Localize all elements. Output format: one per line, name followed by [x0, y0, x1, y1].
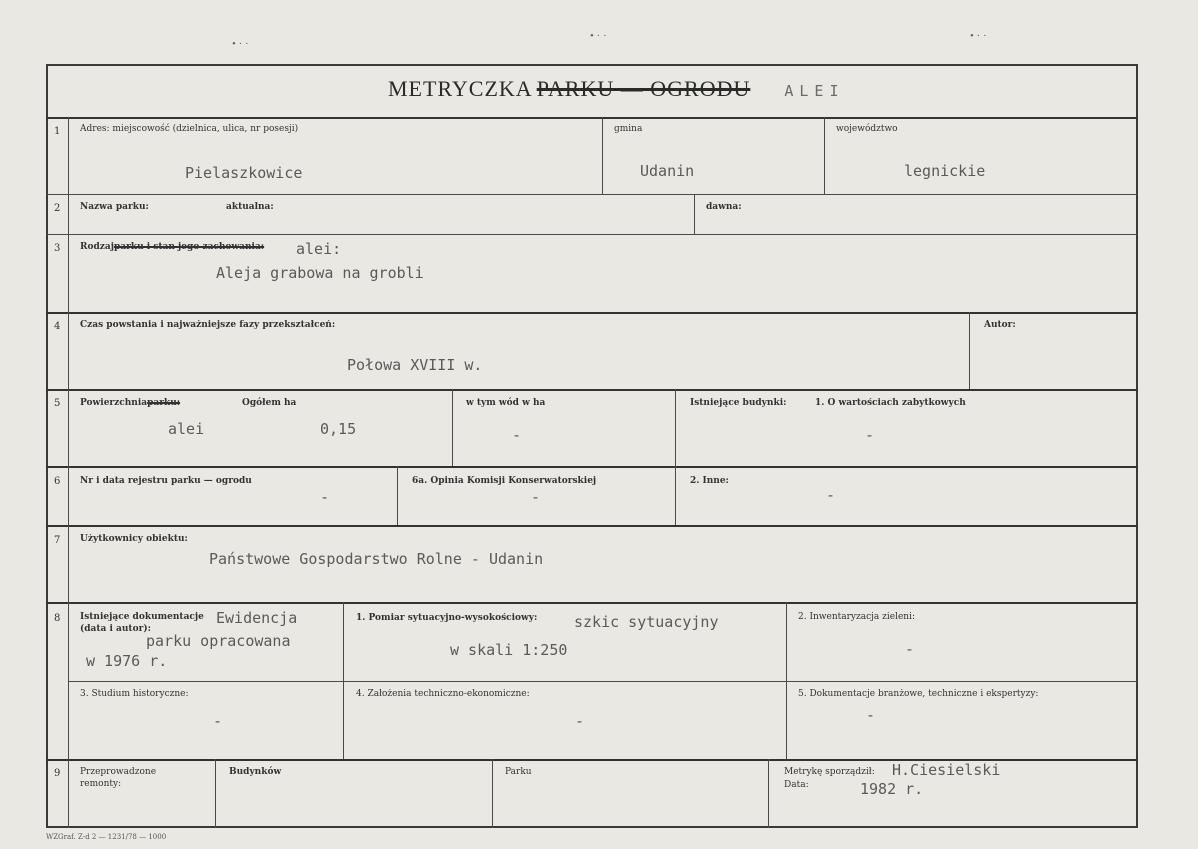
row-number: 2: [54, 203, 61, 214]
row-number: 8: [54, 613, 61, 624]
technical-economic-label: 4. Założenia techniczno-ekonomiczne:: [356, 689, 530, 699]
existing-buildings-label: Istniejące budynki:: [690, 398, 787, 408]
monument-value: -: [865, 426, 875, 444]
paper-mark: • · ·: [970, 30, 987, 42]
voivodeship-label: województwo: [836, 124, 898, 134]
row-number: 7: [54, 535, 61, 546]
row-divider: [46, 602, 1138, 604]
area-type-value: alei: [168, 420, 205, 438]
title-typed: ALEI: [784, 82, 845, 100]
number-column-divider: [68, 117, 69, 828]
area-label: Powierzchniaparku:: [80, 398, 181, 408]
park-repairs-label: Parku: [505, 767, 532, 777]
technical-economic-value: -: [575, 712, 585, 730]
users-value: Państwowe Gospodarstwo Rolne - Udanin: [209, 550, 544, 568]
cell-divider: [602, 117, 603, 194]
form-title: [388, 76, 844, 102]
former-name-label: dawna:: [706, 202, 742, 212]
gmina-label: gmina: [614, 124, 643, 134]
survey-label: 1. Pomiar sytuacyjno-wysokościowy:: [356, 613, 538, 623]
repairs-label-sub: remonty:: [80, 779, 122, 789]
paper-mark: • · ·: [232, 38, 249, 50]
documentation-value: w 1976 r.: [86, 652, 168, 670]
type-value: Aleja grabowa na grobli: [216, 264, 424, 282]
row-number: 3: [54, 243, 61, 254]
row-divider: [46, 117, 1138, 119]
repairs-label: Przeprowadzone: [80, 767, 157, 777]
users-label: Użytkownicy obiektu:: [80, 534, 188, 544]
prepared-by-value: H.Ciesielski: [892, 761, 1001, 779]
survey-value: w skali 1:250: [450, 641, 568, 659]
address-label: Adres: miejscowość (dzielnica, ulica, nr posesji): [80, 124, 299, 134]
monument-value-label: 1. O wartościach zabytkowych: [815, 398, 966, 408]
green-inventory-value: -: [905, 640, 915, 658]
row-divider: [46, 312, 1138, 314]
cell-divider: [397, 466, 398, 525]
type-value-heading: alei:: [296, 240, 342, 258]
row-divider: [46, 194, 1138, 195]
cell-divider: [675, 466, 676, 525]
cell-divider: [492, 759, 493, 828]
water-area-value: -: [512, 426, 522, 444]
survey-value: szkic sytuacyjny: [574, 613, 719, 631]
title-main: METRYCZKA: [388, 76, 533, 101]
branch-documentation-label: 5. Dokumentacje branżowe, techniczne i ekspertyzy:: [798, 689, 1039, 699]
park-name-label: Nazwa parku:: [80, 202, 149, 212]
cell-divider: [215, 759, 216, 828]
documentation-value: Ewidencja: [216, 609, 298, 627]
documentation-label-sub: (data i autor):: [80, 624, 151, 634]
creation-time-label: Czas powstania i najważniejsze fazy przekształceń:: [80, 320, 336, 330]
cell-divider: [768, 759, 769, 828]
row-divider: [46, 234, 1138, 235]
author-label: Autor:: [984, 320, 1016, 330]
row-number: 1: [54, 126, 61, 137]
register-value: -: [320, 488, 330, 506]
title-struck: PARKU — OGRODU: [536, 76, 751, 101]
row-number: 4: [54, 321, 61, 332]
date-label: Data:: [784, 780, 809, 790]
row-divider: [46, 525, 1138, 527]
date-value: 1982 r.: [860, 780, 924, 798]
cell-divider: [969, 312, 970, 389]
water-area-label: w tym wód w ha: [466, 398, 546, 408]
current-name-label: aktualna:: [226, 202, 274, 212]
buildings-repairs-label: Budynków: [229, 767, 282, 777]
cell-divider: [675, 389, 676, 466]
row-divider: [68, 681, 1138, 682]
address-value: Pielaszkowice: [185, 164, 303, 182]
historical-study-label: 3. Studium historyczne:: [80, 689, 189, 699]
cell-divider: [343, 602, 344, 759]
cell-divider: [786, 602, 787, 759]
other-label: 2. Inne:: [690, 476, 729, 486]
prepared-by-label: Metrykę sporządził:: [784, 767, 875, 777]
row-number: 5: [54, 398, 61, 409]
other-value: -: [826, 486, 836, 504]
historical-study-value: -: [213, 712, 223, 730]
total-area-value: 0,15: [320, 420, 357, 438]
row-divider: [46, 466, 1138, 468]
commission-opinion-label: 6a. Opinia Komisji Konserwatorskiej: [412, 476, 597, 486]
voivodeship-value: legnickie: [904, 162, 986, 180]
cell-divider: [452, 389, 453, 466]
print-code: WZGraf. Z-d 2 — 1231/78 — 1000: [46, 833, 167, 841]
branch-documentation-value: -: [866, 706, 876, 724]
documentation-label: Istniejące dokumentacje: [80, 612, 204, 622]
green-inventory-label: 2. Inwentaryzacja zieleni:: [798, 612, 916, 622]
type-label-struck: parku i stan jego zachowania:: [113, 242, 265, 252]
total-area-label: Ogółem ha: [242, 398, 297, 408]
register-label: Nr i data rejestru parku — ogrodu: [80, 476, 252, 486]
creation-time-value: Połowa XVIII w.: [347, 356, 483, 374]
commission-opinion-value: -: [531, 488, 541, 506]
row-number: 9: [54, 768, 61, 779]
row-divider: [46, 389, 1138, 391]
row-number: 6: [54, 476, 61, 487]
paper-mark: • · ·: [590, 30, 607, 42]
type-label: Rodzajparku i stan jego zachowania:: [80, 242, 265, 252]
cell-divider: [824, 117, 825, 194]
documentation-value: parku opracowana: [146, 632, 291, 650]
gmina-value: Udanin: [640, 162, 695, 180]
cell-divider: [694, 194, 695, 234]
